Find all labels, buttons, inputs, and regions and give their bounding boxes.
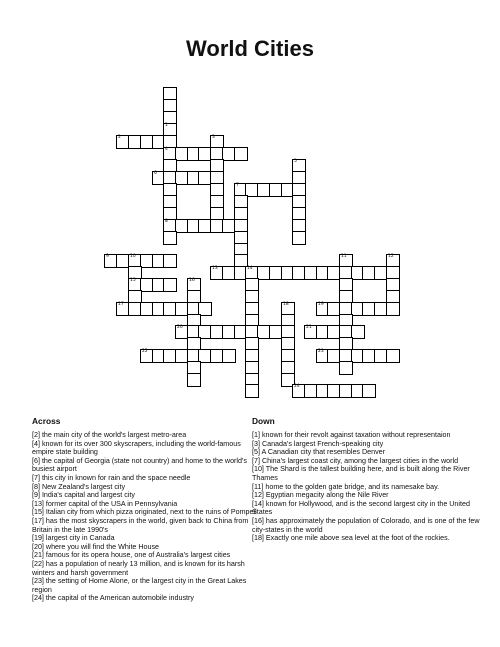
across-clue	[32, 560, 264, 577]
across-clue	[32, 483, 264, 492]
crossword-cell[interactable]	[234, 147, 248, 161]
clue-text: Canada's largest French-speaking city	[261, 439, 384, 448]
cell-number: 12	[388, 254, 394, 259]
cell-number: 11	[341, 254, 347, 259]
cell-number: 4	[165, 147, 168, 152]
down-clue	[252, 517, 484, 534]
clue-number: [20]	[32, 542, 44, 551]
clue-text: the main city of the world's largest metro-area	[41, 431, 187, 439]
across-clue	[32, 543, 264, 552]
clue-text: home to the golden gate bridge, and its namesake bay.	[265, 482, 440, 491]
clue-number: [7]	[32, 473, 40, 482]
cell-number: 1	[165, 123, 168, 128]
crossword-cell[interactable]	[163, 278, 177, 292]
clue-text: largest city in Canada	[45, 534, 115, 543]
across-clues	[32, 416, 264, 603]
clue-text: the capital of the American automobile industry	[45, 594, 194, 603]
clue-number: [2]	[32, 431, 40, 439]
cell-number: 15	[130, 278, 136, 283]
down-clues	[252, 416, 484, 543]
cell-number: 19	[318, 302, 324, 307]
down-clue	[252, 457, 484, 466]
cell-number: 17	[118, 302, 124, 307]
crossword-cell[interactable]	[292, 231, 306, 245]
crossword-cell[interactable]	[351, 325, 365, 339]
cell-number: 18	[283, 302, 289, 307]
cell-number: 8	[165, 219, 168, 224]
clue-number: [22]	[32, 559, 44, 568]
clue-text: known for Hollywood, and is the second largest city in the United States	[252, 499, 470, 517]
clue-number: [21]	[32, 551, 44, 560]
clue-text: the capital of Georgia (state not country) and home to the world's busiest airport	[32, 456, 247, 474]
cell-number: 14	[247, 266, 253, 271]
down-clue	[252, 431, 484, 440]
puzzle-title: World Cities	[186, 36, 314, 61]
down-clue	[252, 448, 484, 457]
crossword-cell[interactable]	[163, 231, 177, 245]
across-clue	[32, 508, 264, 517]
cell-number: 16	[189, 278, 195, 283]
down-clue	[252, 500, 484, 517]
cell-number: 2	[118, 135, 121, 140]
clue-number: [24]	[32, 594, 44, 603]
across-clue-list	[32, 431, 264, 603]
cell-number: 6	[154, 171, 157, 176]
across-heading: Across	[32, 416, 61, 426]
down-clue-list	[252, 431, 484, 543]
clue-number: [6]	[32, 456, 40, 465]
clue-text: Exactly one mile above sea level at the foot of the rockies.	[265, 534, 450, 543]
cell-number: 10	[130, 254, 136, 259]
clue-number: [7]	[252, 456, 260, 465]
clue-number: [16]	[252, 516, 264, 525]
down-clue	[252, 465, 484, 482]
clue-number: [10]	[252, 465, 264, 474]
crossword-cell[interactable]	[386, 349, 400, 363]
cell-number: 5	[294, 159, 297, 164]
cell-number: 13	[212, 266, 218, 271]
clue-number: [17]	[32, 516, 44, 525]
crossword-cell[interactable]	[339, 361, 353, 375]
crossword-cell[interactable]	[187, 373, 201, 387]
clue-text: has approximately the population of Colorado, and is one of the few city-states in the world	[252, 516, 480, 534]
clue-number: [13]	[32, 499, 44, 508]
across-clue	[32, 491, 264, 500]
clue-number: [18]	[252, 534, 264, 543]
clue-number: [5]	[252, 448, 260, 457]
across-clue	[32, 577, 264, 594]
cell-number: 23	[318, 349, 324, 354]
clue-text: New Zealand's largest city	[41, 482, 126, 491]
clue-number: [15]	[32, 508, 44, 517]
across-clue	[32, 551, 264, 560]
clue-number: [1]	[252, 431, 260, 439]
cell-number: 21	[306, 325, 312, 330]
cell-number: 7	[236, 183, 239, 188]
crossword-cell[interactable]	[245, 384, 259, 398]
cell-number: 3	[212, 135, 215, 140]
clue-text: Egyptian megacity along the Nile River	[265, 491, 389, 500]
down-clue	[252, 483, 484, 492]
clue-number: [8]	[32, 482, 40, 491]
clue-number: [19]	[32, 534, 44, 543]
across-clue	[32, 500, 264, 509]
across-clue	[32, 474, 264, 483]
clue-number: [11]	[252, 482, 264, 491]
clue-number: [9]	[32, 491, 40, 500]
across-clue	[32, 534, 264, 543]
across-clue	[32, 440, 264, 457]
clue-number: [4]	[32, 439, 40, 448]
crossword-cell[interactable]	[163, 254, 177, 268]
clue-text: known for its over 300 skyscrapers, including the world-famous empire state building	[32, 439, 241, 457]
clue-text: known for their revolt against taxation without representaion	[261, 431, 451, 439]
clue-number: [12]	[252, 491, 264, 500]
clue-text: The Shard is the tallest building here, and is built along the River Thames	[252, 465, 470, 482]
clue-text: A Canadian city that resembles Denver	[261, 448, 385, 457]
clue-text: has a population of nearly 13 million, and is known for its harsh winters and harsh government	[32, 559, 245, 577]
clue-number: [3]	[252, 439, 260, 448]
down-clue	[252, 491, 484, 500]
down-clue	[252, 534, 484, 543]
crossword-cell[interactable]	[386, 302, 400, 316]
across-clue	[32, 457, 264, 474]
crossword-cell[interactable]	[222, 349, 236, 363]
cell-number: 20	[177, 325, 183, 330]
clue-text: the setting of Home Alone, or the largest city in the Great Lakes region	[32, 577, 247, 594]
clue-number: [14]	[252, 499, 264, 508]
clue-text: this city in known for rain and the space needle	[41, 473, 191, 482]
clue-text: where you will find the White House	[45, 542, 160, 551]
clue-text: China's largest coast city, among the largest cities in the world	[261, 456, 459, 465]
down-clue	[252, 440, 484, 449]
clue-text: Italian city from which pizza originated, next to the ruins of Pompeii	[45, 508, 257, 517]
cell-number: 24	[294, 384, 300, 389]
clue-text: former capital of the USA in Pennsylvania	[45, 499, 178, 508]
clue-number: [23]	[32, 577, 44, 586]
across-clue	[32, 431, 264, 440]
down-heading: Down	[252, 416, 275, 426]
clue-text: has the most skyscrapers in the world, given back to China from Britain in the late 1990's	[32, 516, 249, 534]
across-clue	[32, 594, 264, 603]
clue-text: famous for its opera house, one of Australia's largest cities	[45, 551, 231, 560]
cell-number: 22	[142, 349, 148, 354]
crossword-cell[interactable]	[362, 384, 376, 398]
across-clue	[32, 517, 264, 534]
cell-number: 9	[106, 254, 109, 259]
clue-text: India's capital and largest city	[41, 491, 135, 500]
